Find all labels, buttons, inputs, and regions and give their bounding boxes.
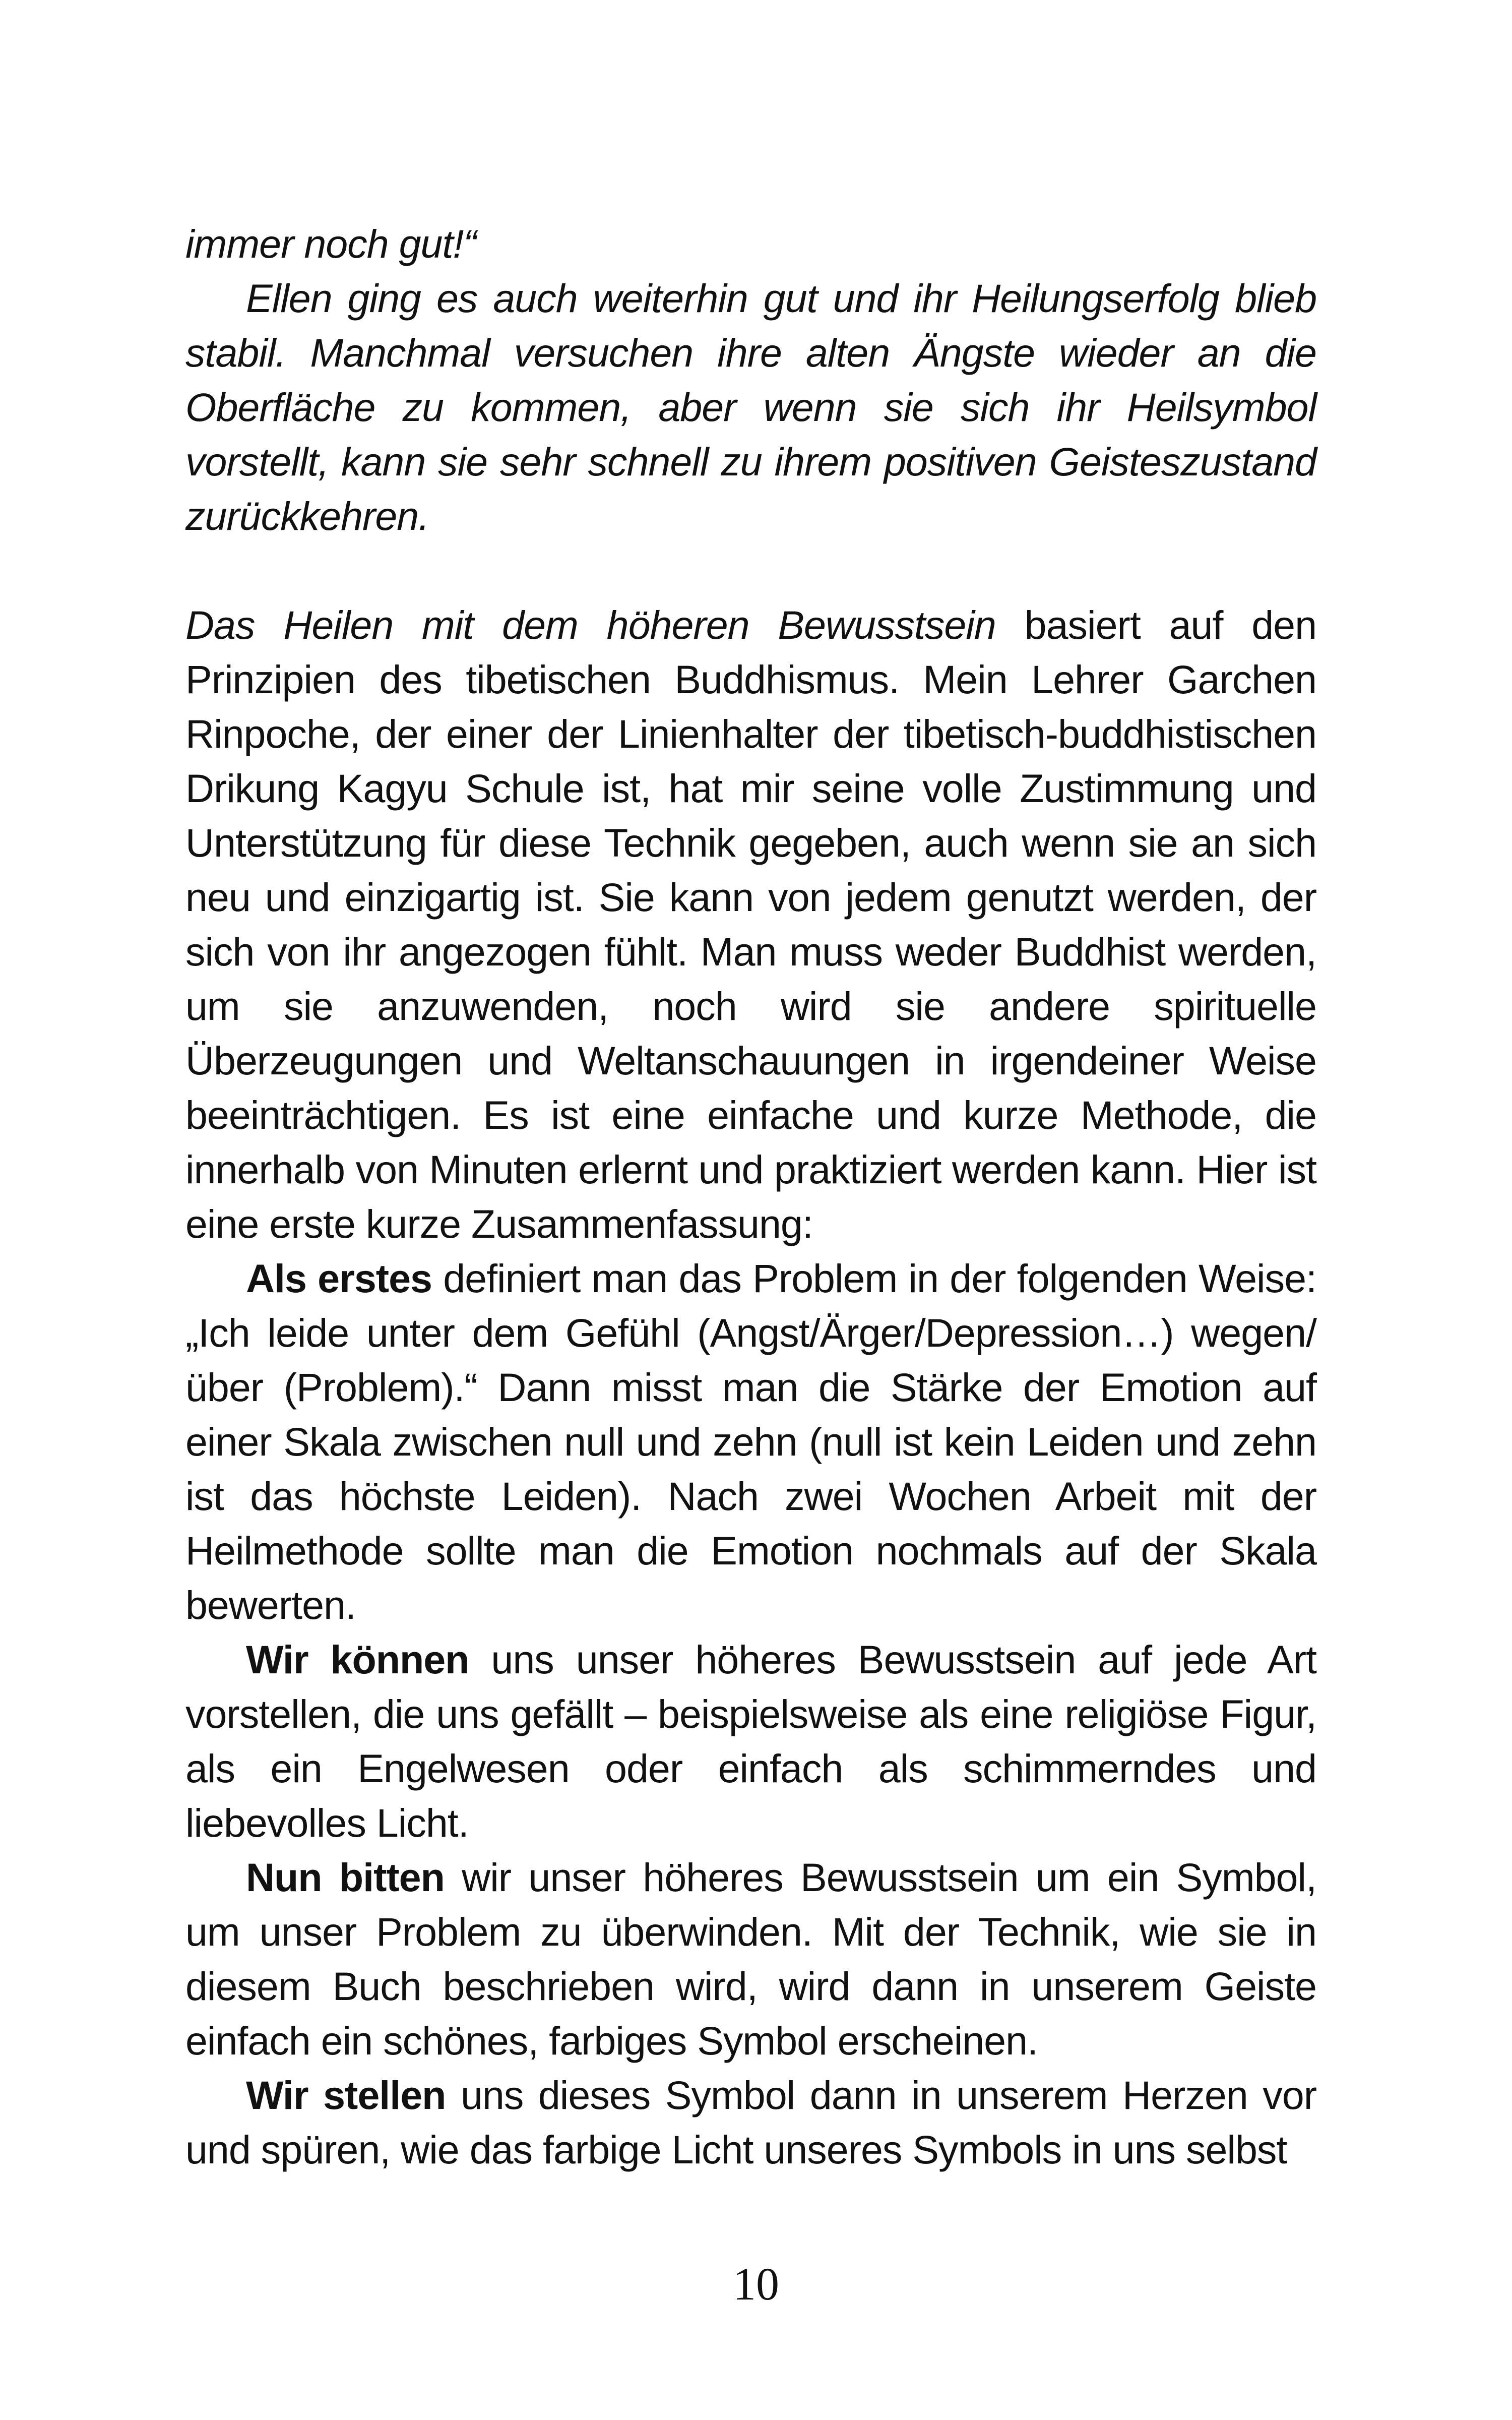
paragraph-text: definiert man das Problem in der folgenden Weise: „Ich leide unter dem Gefühl (Angst/Ärger/Depression…) wegen/über (Problem).“ Dann misst man die Stärke der Emotion auf einer Skala zwischen null und zehn (null ist kein Leiden und zehn ist das höchste Leiden). Nach zwei Wochen Arbeit mit der Heilmethode sollte man die Emotion nochmals auf der Skala bewerten. [185, 1256, 1316, 1627]
paragraph-text: uns dieses Symbol dann in unserem Herzen vor und spüren, wie das farbige Licht unseres Symbols in uns selbst [185, 2073, 1316, 2172]
paragraph-step-first [185, 1251, 1316, 1632]
page-number: 10 [733, 2258, 779, 2310]
paragraph-step-visualize [185, 2068, 1316, 2177]
paragraph-text: uns unser höheres Bewusstsein auf jede Art vorstellen, die uns gefällt – beispielsweise als eine religiöse Figur, als ein Engelwesen oder einfach als schimmerndes und liebevolles Licht. [185, 1637, 1316, 1845]
paragraph-text: immer noch gut!“ [185, 221, 476, 266]
paragraph-lead-bold: Wir können [246, 1637, 469, 1682]
paragraph-intro [185, 598, 1316, 1251]
paragraph-lead-bold: Als erstes [246, 1256, 432, 1301]
paragraph-text: wir unser höheres Bewusstsein um ein Symbol, um unser Problem zu überwinden. Mit der Technik, wie sie in diesem Buch beschrieben wird, wird dann in unserem Geiste einfach ein schönes, farbiges Symbol erscheinen. [185, 1855, 1316, 2063]
paragraph-quote-end [185, 217, 1316, 271]
paragraph-ellen [185, 271, 1316, 543]
paragraph-lead-bold: Nun bitten [246, 1855, 445, 1900]
paragraph-step-imagine [185, 1632, 1316, 1850]
paragraph-text: basiert auf den Prinzipien des tibetischen Buddhismus. Mein Lehrer Garchen Rinpoche, der einer der Linienhalter der tibetisch-buddhistischen Drikung Kagyu Schule ist, hat mir seine volle Zustimmung und Unterstützung für diese Technik gegeben, auch wenn sie an sich neu und einzigartig ist. Sie kann von jedem genutzt werden, der sich von ihr angezogen fühlt. Man muss weder Buddhist werden, um sie anzuwenden, noch wird sie andere spirituelle Überzeugungen und Weltanschauungen in irgendeiner Weise beeinträchtigen. Es ist eine einfache und kurze Methode, die innerhalb von Minuten erlernt und praktiziert werden kann. Hier ist eine erste kurze Zusammenfassung: [185, 602, 1317, 1246]
paragraph-lead-italic: Das Heilen mit dem höheren Bewusstsein [185, 602, 996, 647]
paragraph-step-ask [185, 1850, 1316, 2068]
paragraph-lead-bold: Wir stellen [246, 2073, 446, 2118]
body-text [185, 217, 1316, 2177]
paragraph-text: Ellen ging es auch weiterhin gut und ihr Heilungserfolg blieb stabil. Manchmal versuchen ihre alten Ängste wieder an die Oberfläche zu kommen, aber wenn sie sich ihr Heilsymbol vorstellt, kann sie sehr schnell zu ihrem positiven Geisteszustand zurückkehren. [185, 276, 1316, 538]
